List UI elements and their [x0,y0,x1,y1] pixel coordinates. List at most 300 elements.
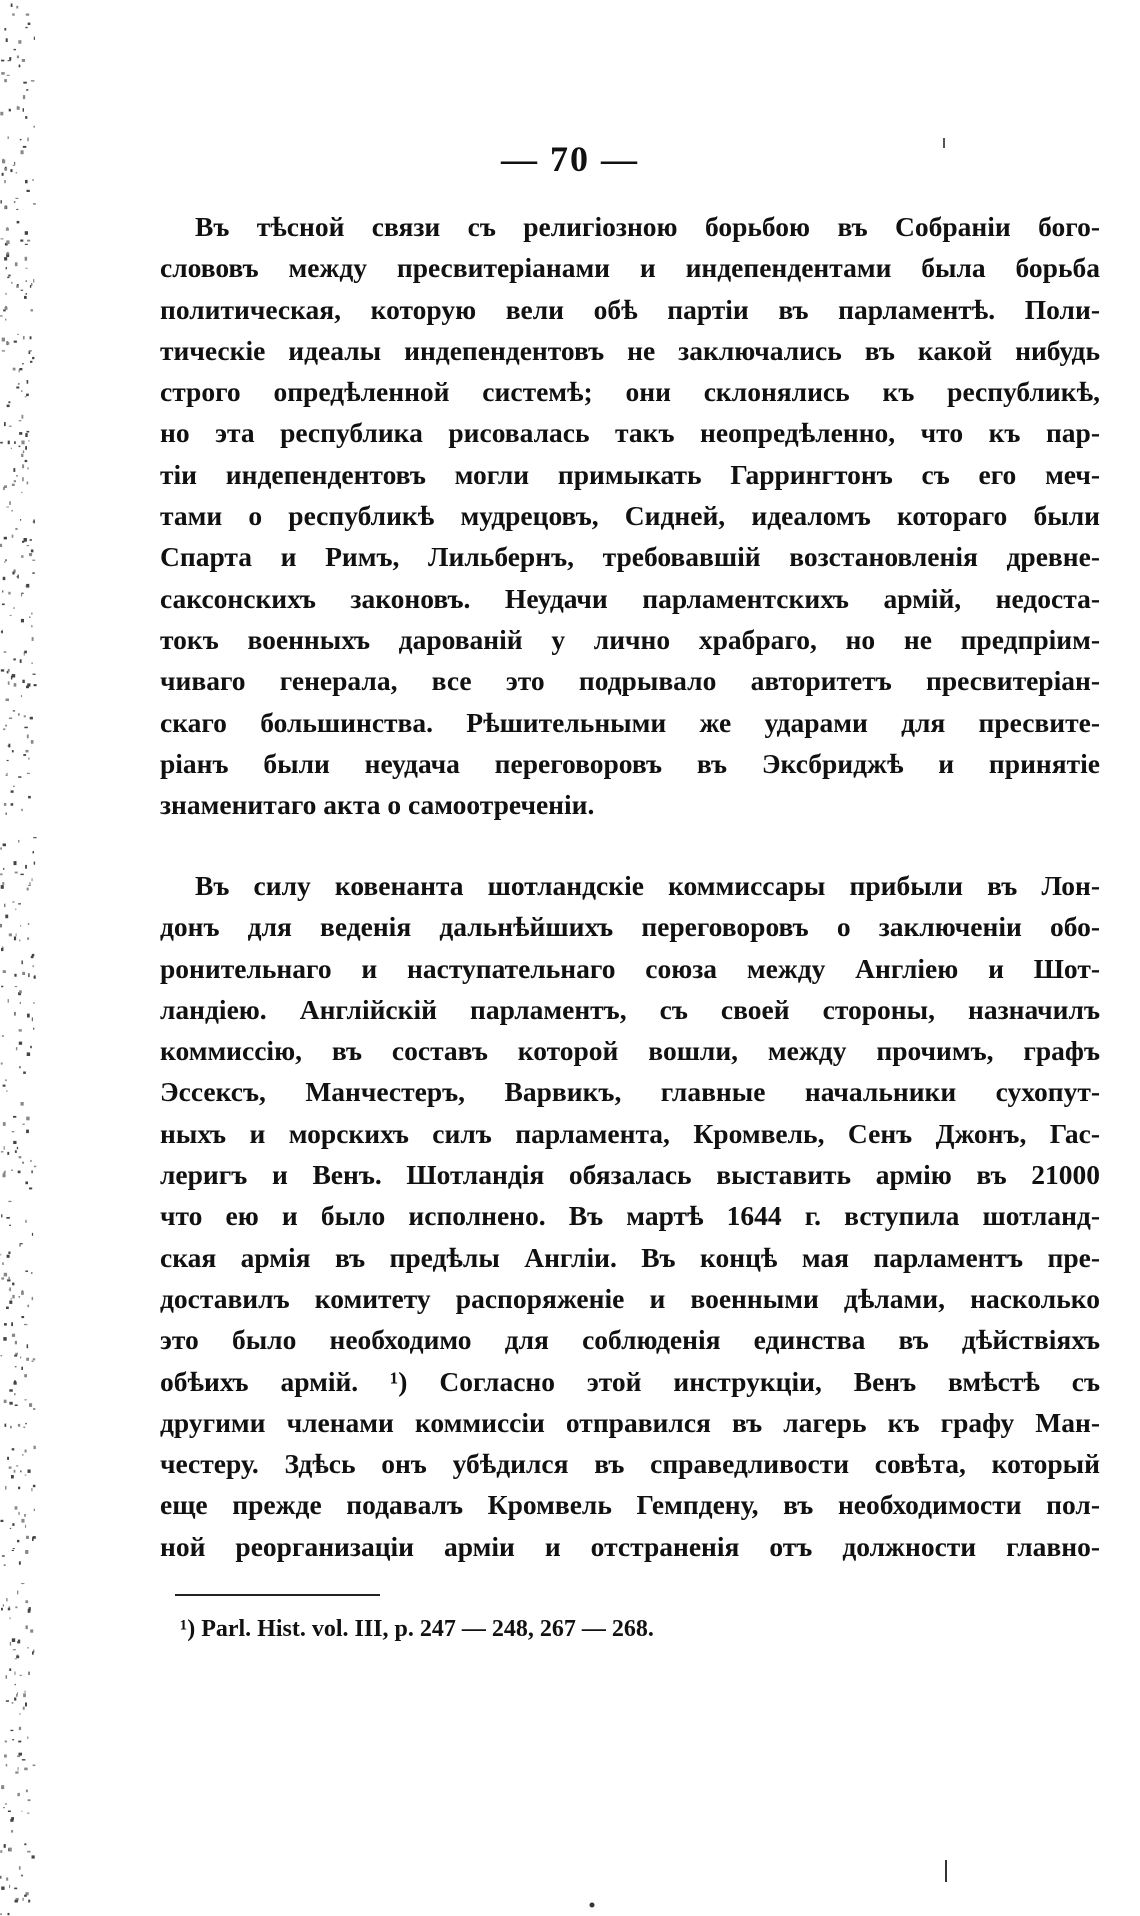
edge-speck [16,285,19,288]
edge-speck [12,1448,15,1450]
edge-speck [18,40,21,44]
edge-speck [4,1146,5,1150]
edge-speck [23,95,25,99]
edge-speck [4,1400,7,1403]
edge-speck [32,1361,34,1362]
edge-speck [5,1424,7,1427]
edge-speck [27,431,30,433]
text-line: честеру. Здѣсь онъ убѣдился въ справедливости совѣта, который [160,1448,1100,1480]
edge-speck [9,718,12,720]
edge-speck [19,1562,20,1565]
edge-speck [24,715,26,717]
edge-speck [22,1162,23,1164]
edge-speck [26,1117,29,1121]
edge-speck [6,813,7,815]
edge-speck [11,1322,13,1326]
text-line: донъ для веденія дальнѣйшихъ переговоровъ о заключеніи обо- [160,911,1100,943]
edge-speck [16,6,18,9]
edge-speck [27,937,29,939]
edge-speck [1,847,2,849]
edge-speck [18,903,21,904]
edge-speck [18,1741,21,1743]
edge-speck [32,572,35,573]
text-line: Спарта и Римъ, Лильбернъ, требовавшій возстановленія древне- [160,541,1100,573]
edge-speck [14,974,16,977]
edge-speck [29,350,32,352]
edge-speck [3,1605,4,1607]
edge-speck [6,38,8,42]
edge-speck [9,57,11,60]
edge-speck [18,840,19,843]
edge-speck [17,1692,18,1695]
edge-speck [12,572,14,575]
edge-speck [23,1072,26,1074]
edge-speck [6,1307,9,1309]
text-line: обѣихъ армій. ¹) Согласно этой инструкціи, Венъ вмѣстѣ съ [160,1365,1100,1397]
edge-speck [3,1085,6,1087]
text-line: Въ силу ковенанта шотландскіе коммиссары прибыли въ Лон- [195,870,1100,901]
edge-speck [4,1755,7,1758]
edge-speck [27,482,29,485]
edge-speck [25,1550,28,1554]
text-line: коммиссію, въ составъ которой вошли, между прочимъ, графъ [160,1035,1100,1067]
edge-speck [25,180,28,183]
edge-speck [25,1182,28,1185]
edge-speck [18,1487,20,1490]
edge-speck [1,72,4,75]
edge-speck [8,681,10,684]
edge-speck [4,651,7,653]
edge-speck [7,277,9,278]
edge-speck [25,1691,26,1693]
edge-speck [19,65,20,68]
edge-speck [15,1658,17,1659]
edge-speck [28,1609,31,1613]
edge-speck [21,492,22,493]
edge-speck [3,970,6,973]
speck [590,1903,595,1908]
edge-speck [1,948,3,951]
text-line: ландіею. Англійскій парламентъ, съ своей стороны, назначилъ [160,993,1100,1025]
edge-speck [30,1160,32,1162]
edge-speck [27,190,30,192]
edge-speck [11,1298,12,1300]
edge-speck [32,663,33,664]
edge-speck [4,904,5,907]
edge-speck [26,268,28,269]
edge-speck [15,1353,18,1355]
edge-speck [28,973,29,977]
edge-speck [5,915,8,919]
edge-speck [21,290,24,291]
edge-speck [22,1898,23,1901]
edge-speck [17,56,19,59]
edge-speck [11,803,14,806]
edge-speck [17,1147,18,1149]
edge-speck [9,501,11,505]
edge-speck [13,710,15,711]
edge-speck [18,383,20,384]
edge-speck [13,468,15,472]
edge-speck [26,90,28,91]
edge-speck [24,651,27,654]
text-line: ныхъ и морскихъ силъ парламента, Кромвель, Сенъ Джонъ, Гас- [160,1117,1100,1149]
edge-speck [8,592,10,595]
edge-speck [5,306,7,308]
edge-speck [13,1649,16,1650]
edge-speck [24,1374,27,1377]
text-line: еще прежде подавалъ Кромвель Гемпдену, въ необходимости пол- [160,1489,1100,1521]
edge-speck [20,1471,21,1473]
edge-speck [9,1389,13,1391]
edge-speck [4,206,6,209]
edge-speck [6,1598,7,1601]
edge-speck [19,1727,21,1730]
edge-speck [3,1337,6,1341]
edge-speck [30,539,32,541]
edge-speck [25,1475,27,1476]
edge-speck [26,394,29,397]
edge-speck [28,23,31,25]
edge-speck [11,1830,13,1833]
edge-speck [20,240,23,242]
edge-speck [27,683,30,686]
edge-speck [15,909,16,911]
edge-speck [28,1799,31,1801]
edge-speck [3,1262,4,1265]
edge-speck [32,1017,33,1021]
edge-speck [8,441,10,445]
edge-speck [4,561,5,563]
edge-speck [25,27,27,28]
edge-speck [0,544,2,547]
edge-speck [27,1305,29,1308]
edge-speck [1,1608,3,1611]
edge-speck [33,1485,36,1487]
text-line: ріанъ были неудача переговоровъ въ Эксбриджѣ и принятіе [160,747,1100,779]
edge-speck [6,507,8,508]
edge-speck [31,283,32,286]
edge-speck [12,1702,14,1704]
edge-speck [29,553,32,556]
edge-speck [0,1850,2,1853]
edge-speck [14,1698,16,1701]
edge-speck [12,1334,15,1337]
edge-speck [22,961,23,965]
edge-speck [1,238,4,239]
edge-speck [12,674,15,677]
edge-speck [18,1512,19,1515]
edge-speck [2,1035,4,1037]
edge-speck [27,240,30,242]
edge-speck [14,1888,17,1890]
edge-speck [7,1457,9,1460]
edge-speck [21,390,22,392]
scanned-page-edge [0,0,38,1916]
edge-speck [0,112,3,116]
edge-speck [28,796,31,799]
edge-speck [19,432,22,435]
edge-speck [8,401,10,403]
edge-speck [10,615,12,616]
edge-speck [3,868,4,870]
edge-speck [12,750,14,752]
edge-speck [19,368,22,370]
paragraph-1 [160,206,1100,825]
edge-speck [20,659,22,663]
edge-speck [7,1152,9,1155]
edge-speck [26,1790,28,1793]
edge-speck [15,528,17,530]
edge-speck [11,510,12,512]
edge-speck [27,1737,28,1739]
edge-speck [6,1878,8,1881]
edge-speck [6,342,9,345]
edge-speck [10,1642,11,1646]
edge-speck [25,116,27,119]
text-line: леригъ и Венъ. Шотландія обязалась выставить армію въ 21000 [160,1159,1100,1191]
edge-speck [15,986,18,987]
edge-speck [8,275,10,277]
edge-speck [17,1655,19,1656]
edge-speck [5,293,7,294]
edge-speck [12,1283,14,1286]
edge-speck [24,1324,27,1325]
edge-speck [4,422,6,426]
edge-speck [9,1848,12,1852]
edge-speck [23,754,26,756]
edge-speck [27,1851,30,1853]
edge-speck [11,448,12,449]
edge-speck [24,1768,28,1771]
edge-speck [1,885,4,889]
text-line: ронительнаго и наступательнаго союза между Англіею и Шот- [160,952,1100,984]
edge-speck [9,1301,12,1304]
edge-speck [14,201,16,203]
edge-speck [14,1380,16,1382]
edge-speck [21,1811,22,1812]
edge-speck [3,1122,6,1126]
edge-speck [0,1254,1,1256]
edge-speck [9,109,11,112]
edge-speck [19,446,21,448]
edge-speck [1,986,3,988]
edge-speck [33,1536,36,1539]
edge-speck [16,209,18,210]
edge-speck [9,1668,11,1671]
edge-speck [21,619,24,623]
edge-speck [32,878,33,881]
edge-speck [26,750,29,753]
edge-speck [14,341,17,343]
edge-speck [32,560,35,561]
edge-speck [21,441,24,445]
edge-speck [26,14,29,16]
edge-speck [16,933,17,936]
edge-speck [1,1277,4,1279]
edge-speck [1,1355,3,1356]
edge-speck [15,1606,17,1608]
edge-speck [21,1583,24,1584]
edge-speck [9,933,12,936]
edge-speck [22,363,24,364]
edge-speck [29,1403,32,1407]
edge-speck [15,1366,17,1367]
edge-speck [16,1047,17,1050]
edge-speck [21,695,22,697]
edge-speck [19,1753,23,1756]
edge-speck [21,1519,24,1523]
edge-speck [26,1130,29,1134]
edge-speck [32,1297,33,1300]
edge-speck [23,336,25,339]
edge-speck [23,108,24,112]
edge-speck [30,336,32,339]
edge-speck [20,925,21,926]
edge-speck [4,257,7,260]
edge-speck [27,735,29,739]
edge-speck [12,1523,14,1526]
edge-speck [31,80,35,82]
edge-speck [12,535,14,538]
text-line: чиваго генерала, все это подрывало авторитетъ пресвитеріан- [160,665,1100,697]
edge-speck [25,1600,28,1603]
edge-speck [33,1408,35,1409]
edge-speck [24,1514,26,1517]
edge-speck [11,4,13,8]
edge-speck [23,1124,25,1125]
edge-speck [8,1252,10,1255]
edge-speck [26,1625,28,1629]
text-line: ной реорганизаціи арміи и отстраненія отъ должности главно- [160,1530,1100,1562]
edge-speck [13,1548,15,1549]
edge-speck [6,228,9,231]
edge-speck [33,851,35,853]
edge-speck [24,1399,27,1400]
edge-speck [6,1675,7,1679]
edge-speck [13,608,14,609]
edge-speck [23,450,24,453]
edge-speck [32,1651,34,1654]
edge-speck [17,1540,19,1542]
edge-speck [18,575,19,579]
edge-speck [33,1028,34,1030]
edge-speck [4,537,7,540]
edge-speck [12,1638,15,1642]
edge-speck [26,1358,29,1361]
edge-speck [8,1811,11,1813]
edge-speck [26,1536,29,1539]
edge-speck [15,198,18,199]
edge-speck [27,380,29,384]
text-line: политическая, которую вели обѣ партіи въ парламентѣ. Поли- [160,293,1100,325]
edge-speck [14,1355,17,1357]
edge-speck [5,180,6,183]
edge-speck [12,13,15,15]
edge-speck [17,221,20,224]
edge-speck [4,1565,6,1566]
edge-speck [5,725,7,727]
edge-speck [9,1289,11,1291]
edge-speck [27,1014,30,1018]
edge-speck [14,1672,15,1676]
paragraph-2 [160,865,1100,1567]
edge-speck [31,740,34,744]
text-line: тами о республикѣ мудрецовъ, Сидней, идеаломъ котораго были [160,500,1100,532]
edge-speck [22,464,24,468]
edge-speck [4,803,6,806]
edge-speck [24,538,27,542]
edge-speck [18,776,21,778]
edge-speck [4,28,6,31]
edge-speck [6,240,9,244]
edge-speck [5,1741,7,1743]
edge-speck [34,37,35,40]
edge-speck [20,1002,21,1004]
edge-speck [19,1029,22,1031]
text-line: Эссексъ, Манчестеръ, Варвикъ, главные начальники сухопут- [160,1076,1100,1108]
edge-speck [19,1042,22,1045]
edge-speck [34,1446,36,1449]
text-line: знаменитаго акта о самоотреченіи. [160,789,595,821]
edge-speck [3,728,5,730]
edge-speck [30,1629,33,1632]
edge-speck [27,545,30,546]
edge-speck [20,1675,22,1676]
edge-speck [10,1617,11,1619]
edge-speck [31,613,32,615]
edge-speck [27,1052,30,1056]
edge-speck [19,990,22,993]
edge-speck [3,844,6,847]
edge-speck [0,924,1,928]
edge-speck [7,405,10,408]
edge-speck [25,1271,28,1272]
text-line: скаго большинства. Рѣшительными же ударами для пресвите- [160,706,1100,738]
edge-speck [25,1525,26,1528]
edge-speck [15,1405,18,1407]
edge-speck [0,442,3,444]
edge-speck [33,1765,36,1767]
edge-speck [21,1875,23,1877]
edge-speck [24,296,27,299]
edge-speck [25,1450,27,1453]
edge-speck [1,60,4,62]
edge-speck [1,669,4,671]
edge-speck [31,309,33,311]
edge-speck [28,1470,31,1473]
edge-speck [11,282,12,284]
edge-speck [27,1813,29,1814]
edge-speck [32,357,34,359]
edge-speck [6,1700,9,1702]
edge-speck [22,415,24,419]
edge-speck [13,1116,16,1118]
edge-speck [2,882,4,885]
edge-speck [21,593,23,594]
edge-speck [25,231,28,235]
edge-speck [33,837,36,838]
edge-speck [6,699,10,702]
edge-speck [8,1277,10,1280]
edge-speck [2,1555,5,1556]
edge-speck [16,1465,18,1466]
edge-speck [9,1225,11,1226]
edge-speck [18,1171,21,1174]
edge-speck [25,257,28,261]
edge-speck [2,604,5,606]
edge-speck [9,1885,10,1888]
